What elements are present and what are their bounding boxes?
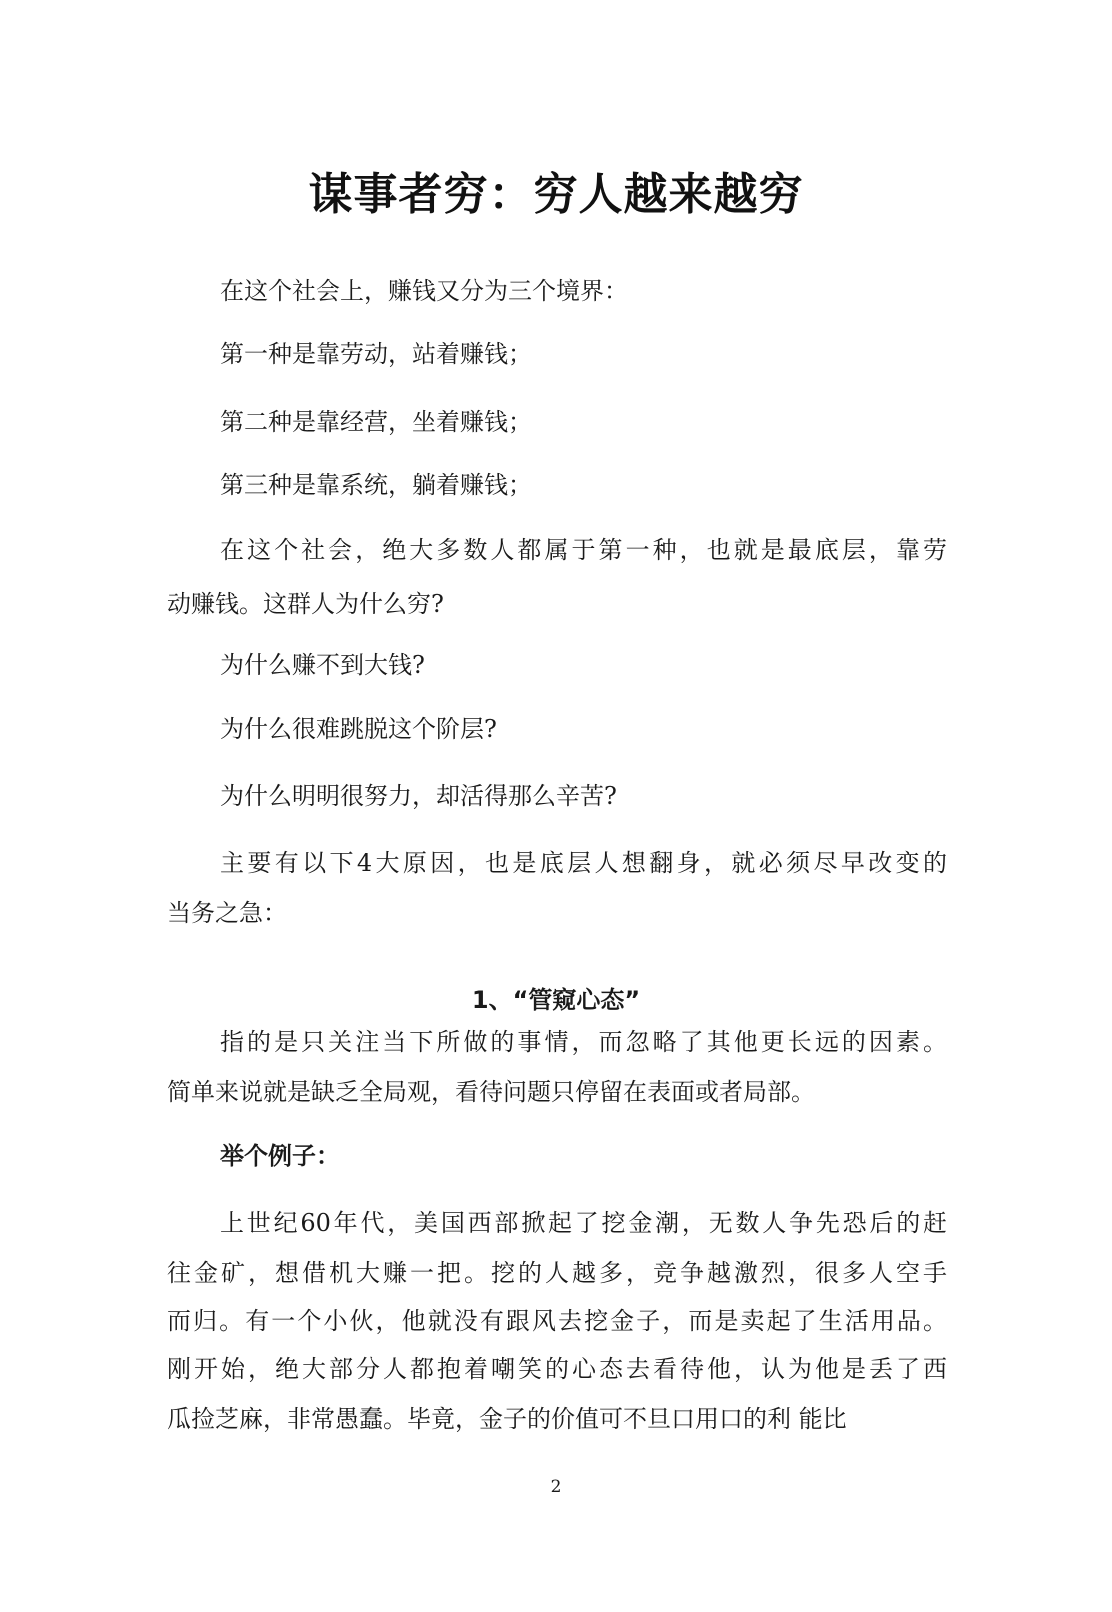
question-big-money: 为什么赚不到大钱? — [220, 651, 425, 679]
page-title: 谋事者穷：穷人越来越穷 — [308, 169, 804, 220]
example-label: 举个例子： — [220, 1142, 340, 1170]
level-three-line: 第三种是靠系统，躺着赚钱； — [220, 471, 532, 499]
paragraph-reasons-line1: 主要有以下4大原因，也是底层人想翻身，就必须尽早改变的 — [220, 849, 947, 877]
example-line2: 往金矿，想借机大赚一把。挖的人越多，竞争越激烈，很多人空手 — [167, 1259, 947, 1287]
definition-line2: 简单来说就是缺乏全局观，看待问题只停留在表面或者局部。 — [167, 1078, 815, 1106]
example-line4: 刚开始，绝大部分人都抱着嘲笑的心态去看待他，认为他是丢了西 — [167, 1355, 947, 1383]
question-hard-work: 为什么明明很努力，却活得那么辛苦? — [220, 782, 617, 810]
paragraph-majority-line1: 在这个社会，绝大多数人都属于第一种，也就是最底层，靠劳 — [220, 536, 947, 564]
question-escape-class: 为什么很难跳脱这个阶层? — [220, 715, 497, 743]
example-line5: 瓜捡芝麻，非常愚蠢。毕竟，金子的价值可不旦口用口的利 能比 — [167, 1405, 847, 1433]
intro-paragraph: 在这个社会上，赚钱又分为三个境界： — [220, 277, 628, 305]
example-line3: 而归。有一个小伙，他就没有跟风去挖金子，而是卖起了生活用品。 — [167, 1307, 947, 1335]
level-two-line: 第二种是靠经营，坐着赚钱； — [220, 408, 532, 436]
page-number: 2 — [550, 1477, 562, 1497]
definition-line1: 指的是只关注当下所做的事情，而忽略了其他更长远的因素。 — [220, 1028, 947, 1056]
example-line1: 上世纪60年代，美国西部掀起了挖金潮，无数人争先恐后的赶 — [220, 1209, 947, 1237]
paragraph-majority-line2: 动赚钱。这群人为什么穷? — [167, 590, 444, 618]
section-heading: 1、“管窥心态” — [471, 986, 641, 1014]
paragraph-reasons-line2: 当务之急： — [167, 899, 287, 927]
level-one-line: 第一种是靠劳动，站着赚钱； — [220, 340, 532, 368]
